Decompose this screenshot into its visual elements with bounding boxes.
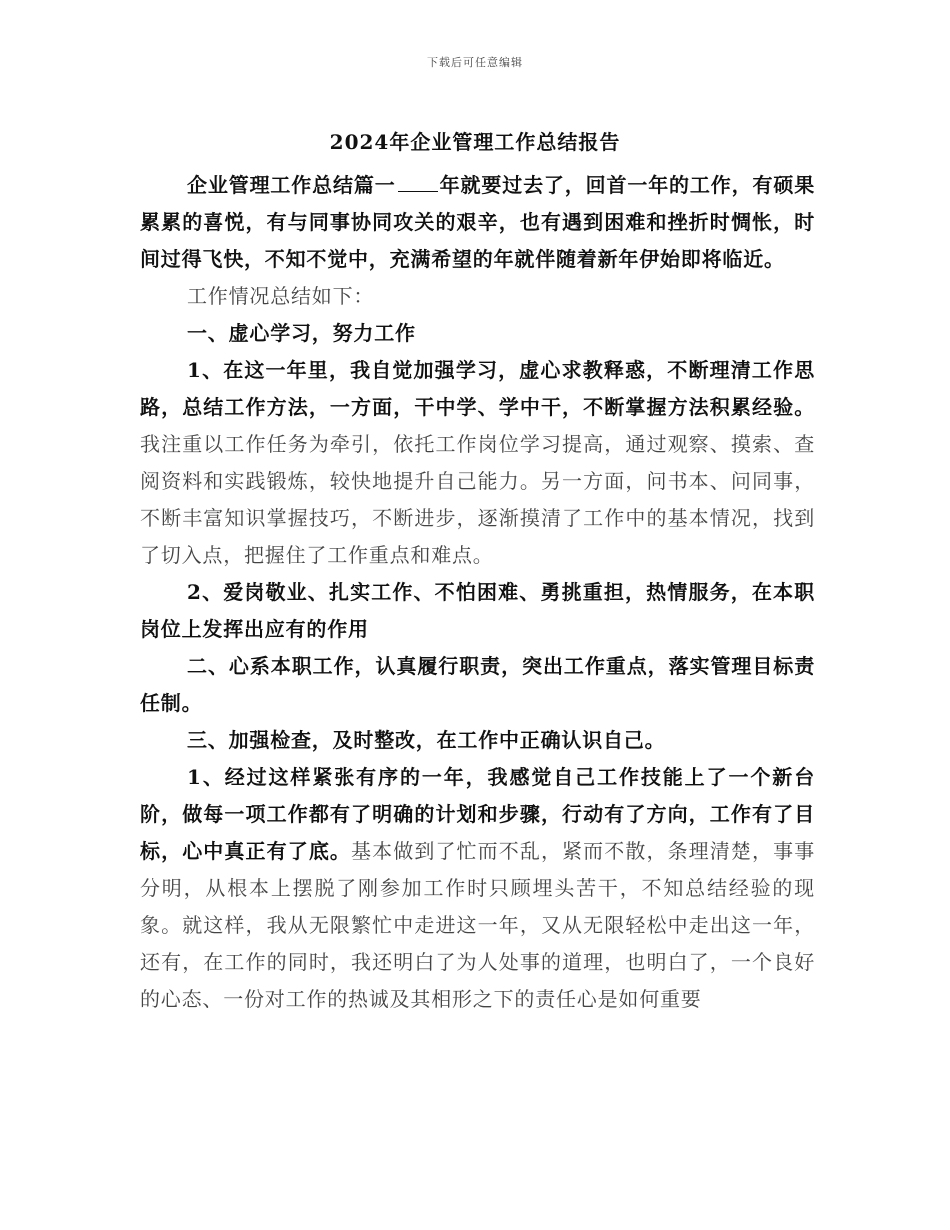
- reflection-light-text: 基本做到了忙而不乱，紧而不散，条理清楚，事事分明，从根本上摆脱了刚参加工作时只顾埋头苦干，不知总结经验的现象。就这样，我从无限繁忙中走进这一年，又从无限轻松中走出这一年，还有，在工作的同时，我还明白了为人处事的道理，也明白了，一个良好的心态、一份对工作的热诚及其相形之下的责任心是如何重要: [140, 839, 815, 1011]
- reflection-bold-text: 1、经过这样紧张有序的一年，我感觉自己工作技能上了一个新台阶，做每一项工作都有了明确的计划和步骤，行动有了方向，工作有了目标，心中真正有了底。: [140, 765, 815, 863]
- document-body: [140, 167, 815, 1018]
- document-title: 2024年企业管理工作总结报告: [329, 130, 621, 154]
- learning-light-text: 我注重以工作任务为牵引，依托工作岗位学习提高，通过观察、摸索、查阅资料和实践锻炼，较快地提升自己能力。另一方面，问书本、问同事，不断丰富知识掌握技巧，不断进步，逐渐摸清了工作中的基本情况，找到了切入点，把握住了工作重点和难点。: [140, 432, 815, 567]
- fill-blank-line: [398, 173, 438, 192]
- learning-bold-text: 1、在这一年里，我自觉加强学习，虚心求教释惑，不断理清工作思路，总结工作方法，一方面，干中学、学中干，不断掌握方法积累经验。: [140, 358, 815, 419]
- section-heading-1: 一、虚心学习，努力工作: [187, 321, 416, 345]
- section-heading-3: 三、加强检查，及时整改，在工作中正确认识自己。: [187, 728, 666, 752]
- paragraph-summary-lead: 工作情况总结如下：: [187, 284, 375, 308]
- header-note: 下载后可任意编辑: [427, 56, 523, 69]
- paragraph-learning: [140, 352, 815, 574]
- paragraph-dedication: 2、爱岗敬业、扎实工作、不怕困难、勇挑重担，热情服务，在本职岗位上发挥出应有的作用: [140, 580, 815, 641]
- paragraph-intro: [140, 167, 815, 278]
- intro-text-start: 企业管理工作总结篇一: [187, 173, 396, 197]
- section-heading-2: 二、心系本职工作，认真履行职责，突出工作重点，落实管理目标责任制。: [140, 654, 815, 715]
- paragraph-reflection: [140, 759, 815, 1018]
- intro-text-rest: 年就要过去了，回首一年的工作，有硕果累累的喜悦，有与同事协同攻关的艰辛，也有遇到困难和挫折时惆怅，时间过得飞快，不知不觉中，充满希望的年就伴随着新年伊始即将临近。: [140, 173, 816, 271]
